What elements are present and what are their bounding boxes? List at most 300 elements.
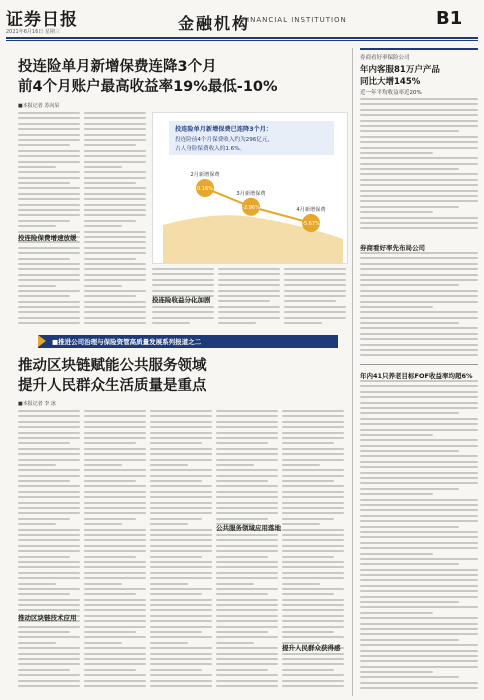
body-text-line [84,518,136,520]
body-text-line [150,685,212,687]
body-text-line [150,566,212,568]
body-text-line [282,561,344,563]
body-text-line [360,385,478,387]
body-text-line [284,322,322,324]
body-text-line [360,439,478,441]
body-text-line [360,482,478,484]
body-text-line [18,572,80,574]
body-text-line [218,273,280,275]
lead-subhead-2: 投连险收益分化加剧 [152,296,211,304]
body-text-line [360,284,459,286]
body-text-line [18,647,80,649]
series-banner-text: ■推进公司治理与保险资管高质量发展系列报道之二 [52,338,202,346]
body-text-line [18,534,80,536]
body-text-line [18,469,80,471]
body-text-line [84,653,146,655]
body-text-line [216,599,278,601]
lead-subhead-1: 投连险保费增速放缓 [18,234,77,242]
body-text-line [150,496,212,498]
body-text-line [360,274,478,276]
body-text-line [84,496,146,498]
body-text-line [150,415,212,417]
issue-date: 2021年6月16日 星期三 [6,29,60,35]
body-text-line [18,193,80,195]
body-text-line [360,445,478,447]
body-text-line [84,442,136,444]
body-text-line [152,268,214,270]
body-text-line [84,225,122,227]
body-text-line [360,590,478,592]
body-text-line [282,475,344,477]
body-text-line [18,220,70,222]
body-text-line [150,583,188,585]
body-text-line [84,453,146,455]
body-text-line [18,166,56,168]
body-text-line [18,112,80,114]
body-text-line [218,295,280,297]
body-text-line [84,306,146,308]
body-text-line [84,615,146,617]
body-text-line [282,631,334,633]
body-text-line [84,177,146,179]
body-text-line [18,301,80,303]
body-text-line [84,626,146,628]
body-text-line [216,663,278,665]
body-text-line [18,214,80,216]
sidebar-top-bar [360,48,478,50]
body-text-line [84,144,136,146]
body-text-line [84,247,146,249]
body-text-line [216,480,268,482]
body-text-line [216,437,278,439]
body-text-line [18,290,80,292]
body-text-line [18,459,80,461]
body-text-line [216,561,278,563]
body-text-line [360,558,478,560]
body-text-line [150,669,202,671]
body-text-line [360,402,478,404]
body-text-line [360,499,478,501]
body-text-line [84,685,146,687]
body-text-line [84,263,146,265]
body-text-line [282,588,344,590]
body-text-line [84,475,146,477]
body-text-line [84,123,146,125]
lead-column-2 [84,112,146,332]
body-text-line [282,415,344,417]
body-text-line [18,134,80,136]
body-text-line [18,442,70,444]
body-text-line [84,214,146,216]
body-text-line [360,263,478,265]
body-text-line [216,432,278,434]
body-text-line [84,209,146,211]
body-text-line [360,493,433,495]
body-text-line [216,626,278,628]
body-text-line [84,631,136,633]
body-text-line [18,128,80,130]
body-text-line [216,426,278,428]
chart-point-value: -2.96% [242,204,260,211]
body-text-line [84,502,146,504]
body-text-line [84,545,146,547]
body-text-line [150,663,212,665]
body-text-line [282,496,344,498]
body-text-line [282,680,344,682]
body-text-line [216,550,278,552]
body-text-line [84,182,136,184]
body-text-line [216,680,278,682]
body-text-line [150,491,212,493]
body-text-line [18,529,80,531]
body-text-line [360,301,478,303]
body-text-line [84,491,146,493]
body-text-line [216,512,278,514]
body-text-line [84,112,146,114]
body-text-line [360,666,478,668]
body-text-line [18,421,80,423]
body-text-line [216,539,278,541]
body-text-line [150,437,212,439]
body-text-line [18,674,80,676]
body-text-line [18,523,56,525]
body-text-line [282,626,344,628]
body-text-line [360,396,478,398]
body-text-line [18,631,70,633]
body-text-line [150,658,212,660]
body-text-line [84,469,146,471]
body-text-line [282,421,344,423]
body-text-line [18,556,70,558]
body-text-line [18,626,80,628]
body-text-line [18,577,80,579]
body-text-line [282,507,344,509]
body-text-line [282,674,344,676]
body-text-line [282,469,344,471]
body-text-line [18,550,80,552]
body-text-line [150,442,202,444]
body-text-line [84,279,146,281]
body-text-line [282,426,344,428]
body-text-line [282,437,344,439]
body-text-line [150,448,212,450]
body-text-line [84,432,146,434]
body-text-line [216,491,278,493]
body-text-line [150,518,202,520]
body-text-line [282,577,344,579]
body-text-line [18,496,80,498]
body-text-line [18,225,56,227]
body-text-line [216,459,278,461]
chart-point-value: 0.16% [197,186,213,193]
body-text-line [360,98,478,100]
body-text-line [360,136,478,138]
body-text-line [84,529,146,531]
body-text-line [150,588,212,590]
body-text-line [150,604,212,606]
body-text-line [216,518,268,520]
chart-point-label: 2月新增保费 [190,172,220,179]
body-text-line [360,504,478,506]
body-text-line [360,650,478,652]
lead-byline: ■本报记者 苏向杲 [18,103,60,109]
body-text-line [360,461,478,463]
body-text-line [360,617,478,619]
body-text-line [150,556,202,558]
body-text-line [84,556,136,558]
body-text-line [84,566,146,568]
body-text-line [284,306,346,308]
body-text-line [84,415,146,417]
body-text-line [216,556,268,558]
body-text-line [150,475,212,477]
body-text-line [84,669,136,671]
insurance-premium-chart [152,112,348,264]
body-text-line [360,687,478,689]
body-text-line [216,604,278,606]
sidebar-body-2 [360,252,478,362]
body-text-line [282,545,344,547]
body-text-line [284,268,346,270]
body-text-line [18,252,80,254]
sidebar-body-1 [360,98,478,238]
body-text-line [18,432,80,434]
body-text-line [84,150,146,152]
body-text-line [360,407,478,409]
body-text-line [84,161,146,163]
body-text-line [150,545,212,547]
body-text-line [84,166,122,168]
body-text-line [360,295,478,297]
body-text-line [282,636,344,638]
body-text-line [360,141,478,143]
body-text-line [84,421,146,423]
body-text-line [360,200,478,202]
body-text-line [84,236,146,238]
body-text-line [150,631,202,633]
body-text-line [360,147,478,149]
body-text-line [282,539,344,541]
body-text-line [18,583,56,585]
body-text-line [18,204,80,206]
body-text-line [150,539,212,541]
body-text-line [360,477,478,479]
page-number: B1 [436,8,463,29]
body-text-line [150,615,212,617]
body-text-line [150,485,212,487]
body-text-line [18,518,70,520]
body-text-line [18,448,80,450]
body-text-line [282,491,344,493]
body-text-line [84,171,146,173]
body-text-line [360,252,478,254]
body-text-line [84,410,146,412]
sidebar-body-3 [360,380,478,694]
body-text-line [18,144,70,146]
body-text-line [18,209,80,211]
body-text-line [360,520,478,522]
body-text-line [218,268,280,270]
body-text-line [152,279,214,281]
body-text-line [84,437,146,439]
body-text-line [84,534,146,536]
lead-headline-line1: 投连险单月新增保费连降3个月 [18,59,217,75]
body-text-line [360,279,478,281]
body-text-line [18,322,80,324]
body-text-line [84,231,146,233]
body-text-line [282,593,334,595]
chart-point-value: -5.67% [302,221,320,228]
body-text-line [360,585,478,587]
body-text-line [18,636,80,638]
body-text-line [284,311,346,313]
body-text-line [360,612,433,614]
body-text-line [218,290,280,292]
body-text-line [360,450,459,452]
body-text-line [360,455,478,457]
body-text-line [18,187,80,189]
body-text-line [218,284,280,286]
banner-accent [38,335,46,347]
body-text-line [216,534,278,536]
body-text-line [360,227,478,229]
body-text-line [150,647,212,649]
body-text-line [150,529,212,531]
body-text-line [150,523,188,525]
body-text-line [282,663,344,665]
sidebar-mid-head: 券商看好率先布局公司 [360,244,425,252]
body-text-line [18,247,80,249]
body-text-line [150,410,212,412]
body-text-line [84,485,146,487]
body-text-line [218,322,256,324]
body-text-line [282,523,320,525]
body-text-line [360,109,478,111]
second-subhead-1: 推动区块链技术应用 [18,614,77,622]
sidebar-bottom-head: 年内41只养老目标FOF收益率均超6% [360,372,473,380]
body-text-line [282,534,344,536]
body-text-line [152,273,214,275]
body-text-line [360,103,478,105]
body-text-line [282,556,334,558]
body-text-line [282,599,344,601]
body-text-line [84,572,146,574]
body-text-line [360,596,478,598]
body-text-line [18,123,80,125]
body-text-line [360,644,478,646]
body-text-line [84,512,146,514]
body-text-line [360,130,459,132]
second-column-3 [150,410,212,694]
body-text-line [150,653,212,655]
body-text-line [360,606,478,608]
lead-headline-line2: 前4个月账户最高收益率19%最低-10% [18,79,278,95]
body-text-line [284,284,346,286]
body-text-line [282,583,320,585]
body-text-line [360,306,433,308]
body-text-line [216,421,278,423]
body-text-line [216,485,278,487]
body-text-line [84,663,146,665]
body-text-line [18,609,80,611]
body-text-line [360,601,459,603]
body-text-line [360,206,459,208]
body-text-line [216,410,278,412]
body-text-line [150,502,212,504]
body-text-line [282,410,344,412]
body-text-line [18,464,56,466]
body-text-line [360,429,478,431]
second-column-4 [216,410,278,694]
body-text-line [360,114,478,116]
body-text-line [18,604,80,606]
sidebar-divider [352,48,353,696]
section-title: 金融机构 [178,14,251,33]
body-text-line [18,653,80,655]
body-text-line [360,531,478,533]
body-text-line [84,311,146,313]
body-text-line [18,410,80,412]
body-text-line [360,526,459,528]
body-text-line [216,615,278,617]
body-text-line [18,599,80,601]
body-text-line [282,550,344,552]
body-text-line [84,268,146,270]
sidebar-subtitle: 近一年平均收益率近20% [360,90,422,96]
body-text-line [18,545,80,547]
body-text-line [152,317,214,319]
body-text-line [360,327,478,329]
body-text-line [360,344,478,346]
body-text-line [150,577,212,579]
second-column-1 [18,410,80,694]
body-text-line [282,480,334,482]
body-text-line [84,155,146,157]
body-text-line [150,626,212,628]
body-text-line [360,168,459,170]
sidebar-title-line1: 年内客服81万户产品 [360,65,440,75]
body-text-line [360,322,459,324]
body-text-line [360,579,478,581]
body-text-line [360,152,433,154]
body-text-line [360,553,433,555]
body-text-line [150,421,212,423]
body-text-line [360,179,478,181]
body-text-line [84,285,122,287]
body-text-line [282,669,334,671]
body-text-line [216,583,254,585]
body-text-line [18,663,80,665]
body-text-line [18,502,80,504]
body-text-line [360,536,478,538]
body-text-line [216,609,278,611]
body-text-line [282,432,344,434]
body-text-line [150,469,212,471]
body-text-line [84,507,146,509]
body-text-line [150,561,212,563]
body-text-line [282,653,344,655]
body-text-line [282,615,344,617]
body-text-line [84,241,146,243]
body-text-line [360,563,459,565]
body-text-line [18,437,80,439]
body-text-line [18,491,80,493]
body-text-line [84,647,146,649]
body-text-line [216,475,278,477]
body-text-line [284,300,336,302]
body-text-line [18,480,70,482]
body-text-line [84,258,136,260]
